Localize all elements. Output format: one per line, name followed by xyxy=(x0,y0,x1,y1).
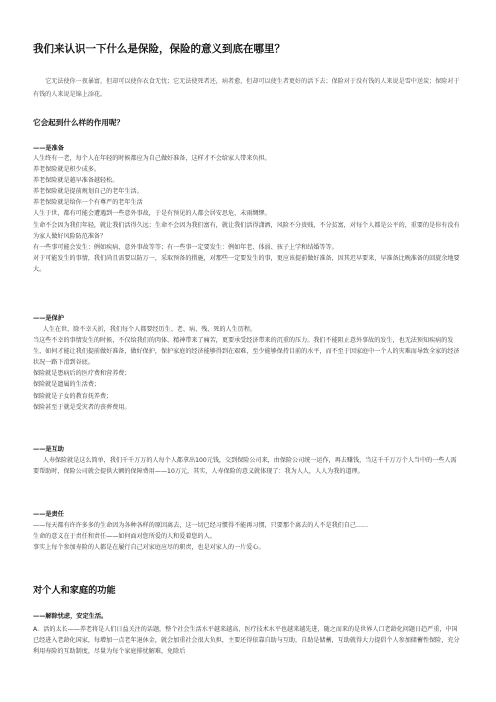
section-body-relieve-worry xyxy=(33,624,461,657)
paragraph: 养老保险就是越早准备越轻松。 xyxy=(33,177,119,185)
paragraph: 保险甚至于就是受灾者的丧葬费用。 xyxy=(33,403,131,411)
section-heading-function: 它会起到什么样的作用呢？ xyxy=(33,118,125,127)
paragraph: 当这些不幸的事情发生的时候，不仅给我们的肉体、精神带来了痛苦，更要承受经济带来的沉重的压力。我们不能阻止意外事故的发生，也无法预知疾病的发生，如何才能让我们提前做好准备，做好保护，保护家庭的经济能够得到在艰难，至少能够保持目前的水平，而不至于因家庭中一个人的灾难而导致全家的经济状况一路下滑到谷底。 xyxy=(33,337,460,367)
page-title: 我们来认识一下什么是保险，保险的意义到底在哪里？ xyxy=(33,43,285,55)
intro-paragraph: 它无法使你一夜暴富，但却可以使你衣食无忧；它无法使死者还，病者愈，但却可以使生者更好的活下去；保险对于没有钱的人来说是雪中送炭；保险对于有钱的人来说是锦上添花。 xyxy=(33,78,460,98)
paragraph: 人生于世，都有可能会遭遇到一些意外事故，于是有预见的人都会居安思危，未雨绸缪。 xyxy=(33,210,271,218)
paragraph: 事实上每个参加寿险的人都是在履行自己对家庭应尽的职责，也是对家人的一片爱心。 xyxy=(33,544,265,552)
section-body-mutual-aid xyxy=(33,455,461,477)
section-body-responsibility xyxy=(33,520,461,553)
section-heading-family: 对个人和家庭的功能 xyxy=(33,585,116,596)
paragraph: 保险就是患病后的医疗费和营养费； xyxy=(33,370,131,378)
section-body-prepare xyxy=(33,153,461,275)
paragraph: 人生在世，除不幸夭折，我们每个人都要经历生、老、病、残、死的人生历程。 xyxy=(42,326,257,333)
section-title-responsibility: ——是责任 xyxy=(33,511,64,518)
paragraph: 生命不会因为我们年轻，就让我们活得久远；生命不会因为我们富有，就让我们活得潇洒，风险不分贵贱，不分贫富，对每个人都是公平的，重要的是你有没有为家人做好风险防范准备？ xyxy=(33,221,460,240)
paragraph: A．活的太长——养老将是人们日益关注的话题，整个社会生活水平越来越高，医疗技术水平也越来越先进，随之而来的是世界人口老龄化问题日趋严重，中国已经进入老龄化国家，每增加一点老年退休金，就会加重社会很大负担，主要还得依靠自助与互助，自助是储蓄，互助就得大力提倡个人参加储蓄性保险，充分利用寿险的互助制度，尽量为每个家庭排忧解难，免除后 xyxy=(33,626,460,656)
section-title-mutual-aid: ——是互助 xyxy=(33,446,64,453)
section-body-protect xyxy=(33,324,461,413)
paragraph: 养老保险就是积少成多。 xyxy=(33,166,101,174)
section-title-relieve-worry: ——解除忧虑，安定生活。 xyxy=(33,613,108,620)
section-title-prepare: ——是准备 xyxy=(33,145,64,152)
paragraph: 对于可能发生的事情，我们尚且需要以防万一，采取预备的措施，对那些一定要发生的事，更应该提前做好准备，因其迟早要来，早准备比晚准备的回旋余地要大。 xyxy=(33,254,460,273)
paragraph: 养老保险就是提前规划自己的老年生活。 xyxy=(33,188,143,196)
paragraph: 人生终有一老，每个人在年轻的时候都应为自己做好准备，这样才不会给家人带来负担。 xyxy=(33,155,271,162)
paragraph: 养老保险就是给你一个有尊严的老年生活 xyxy=(33,199,143,207)
paragraph: 有一些事可能会发生：例如疾病、意外事故等等；有一些事一定要发生：例如年老、体弱、孩子上学和结婚等等。 xyxy=(33,243,338,251)
paragraph: 生命的意义在于责任和责任——如何面对您所爱的人和爱着您的人。 xyxy=(33,533,216,541)
paragraph: 保险就是子女的教育抚养费； xyxy=(33,392,113,400)
paragraph: ——每天都有许许多多的生命因为各种各样的原因离去，这一切已经习惯得不能再习惯，只要那个离去的人不是我们自己…… xyxy=(33,522,369,529)
section-title-protect: ——是保护 xyxy=(33,315,64,322)
paragraph: 保险就是遗属的生活费； xyxy=(33,381,101,389)
paragraph: 人寿保险就是这么简单，我们千千万万的人每个人都拿出100元钱，交到保险公司来，由保险公司统一运作，再去赚钱，当这千千万万个人当中的一些人需要帮助时，保险公司就会提供大额的保障费用——10万元，其实，人寿保险的意义就体现了：我为人人，人人为我的道理。 xyxy=(33,457,457,476)
